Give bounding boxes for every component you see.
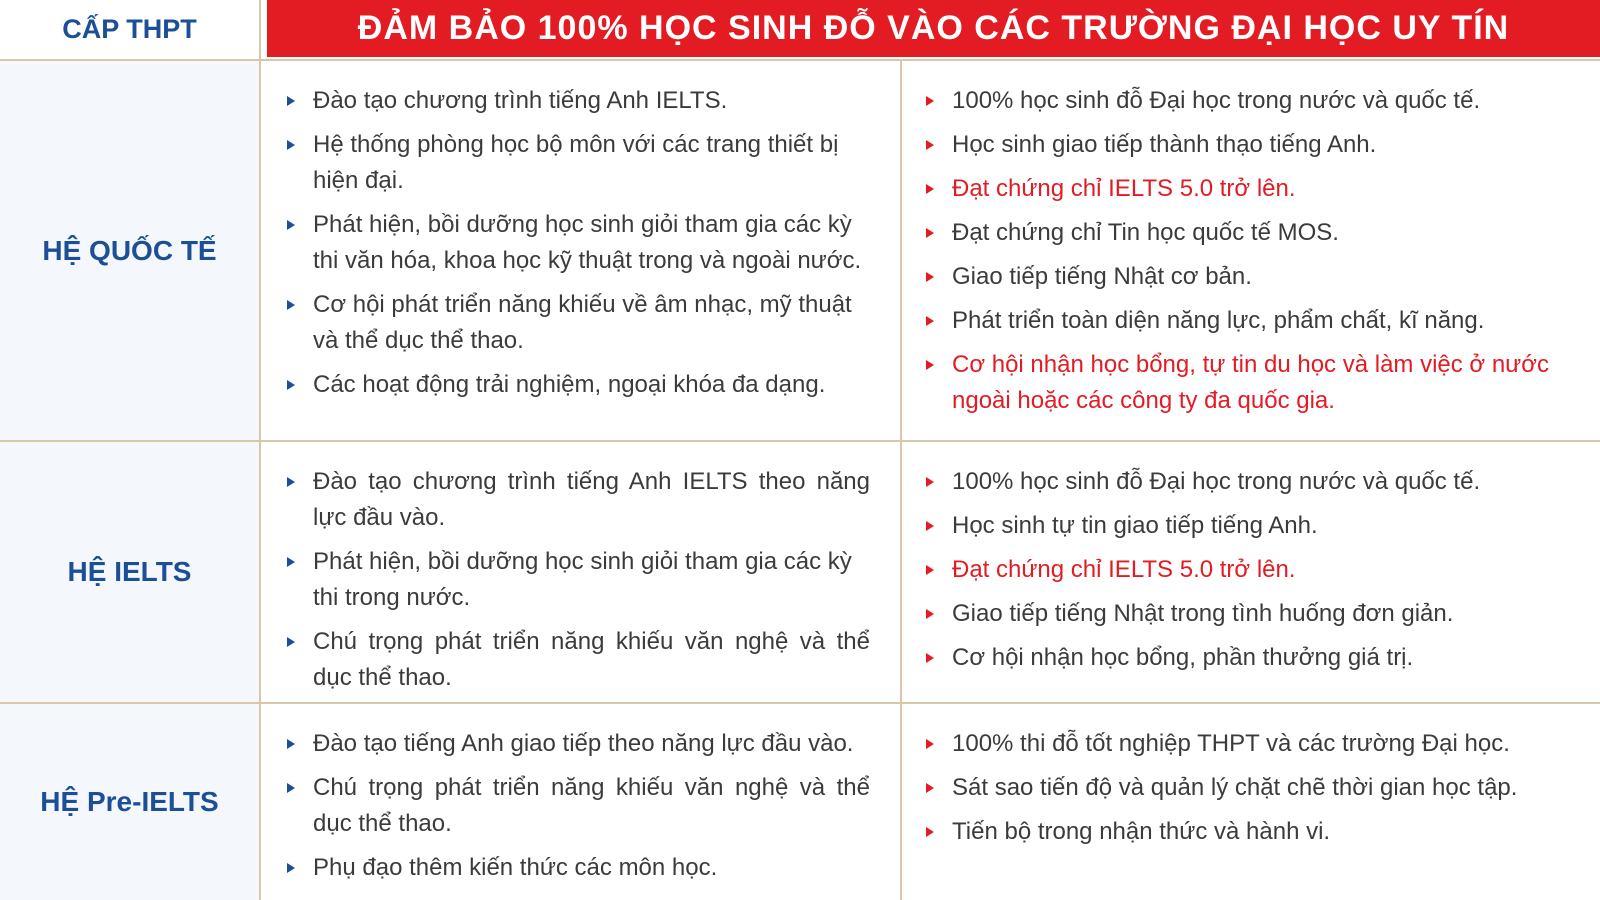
triangle-right-icon (926, 228, 934, 238)
list-item: Sát sao tiến độ và quản lý chặt chẽ thời gian học tập. (924, 770, 1584, 806)
triangle-right-icon (926, 783, 934, 793)
triangle-right-icon (926, 360, 934, 370)
level-label: CẤP THPT (0, 0, 261, 61)
triangle-right-icon (926, 739, 934, 749)
triangle-right-icon (287, 783, 295, 793)
list-item: Đào tạo chương trình tiếng Anh IELTS theo năng lực đầu vào. (285, 464, 870, 536)
list-item: Giao tiếp tiếng Nhật cơ bản. (924, 259, 1584, 295)
list-item: Các hoạt động trải nghiệm, ngoại khóa đa dạng. (285, 367, 870, 403)
list-item: Giao tiếp tiếng Nhật trong tình huống đơn giản. (924, 596, 1584, 632)
list-item: 100% học sinh đỗ Đại học trong nước và quốc tế. (924, 83, 1584, 119)
triangle-right-icon (926, 96, 934, 106)
triangle-right-icon (926, 565, 934, 575)
list-item: Chú trọng phát triển năng khiếu văn nghệ và thể dục thể thao. (285, 624, 870, 696)
list-item: Hệ thống phòng học bộ môn với các trang thiết bị hiện đại. (285, 127, 870, 199)
program-label: HỆ IELTS (0, 442, 261, 704)
triangle-right-icon (926, 653, 934, 663)
triangle-right-icon (926, 521, 934, 531)
banner-cell (261, 0, 1600, 61)
program-label: HỆ QUỐC TẾ (0, 61, 261, 442)
triangle-right-icon (926, 272, 934, 282)
list-item: Phụ đạo thêm kiến thức các môn học. (285, 850, 870, 886)
list-item: Chú trọng phát triển năng khiếu văn nghệ và thể dục thể thao. (285, 770, 870, 842)
list-item: Đào tạo tiếng Anh giao tiếp theo năng lực đầu vào. (285, 726, 870, 762)
list-item: Đào tạo chương trình tiếng Anh IELTS. (285, 83, 870, 119)
triangle-right-icon (926, 184, 934, 194)
triangle-right-icon (287, 863, 295, 873)
list-item: Phát hiện, bồi dưỡng học sinh giỏi tham gia các kỳ thi văn hóa, khoa học kỹ thuật trong và ngoài nước. (285, 207, 870, 279)
triangle-right-icon (926, 477, 934, 487)
triangle-right-icon (287, 96, 295, 106)
list-item: Học sinh giao tiếp thành thạo tiếng Anh. (924, 127, 1584, 163)
highlight-item: Đạt chứng chỉ IELTS 5.0 trở lên. (924, 552, 1584, 588)
list-item: Cơ hội nhận học bổng, phần thưởng giá trị. (924, 640, 1584, 676)
triangle-right-icon (926, 140, 934, 150)
program-features (261, 704, 902, 900)
list-item: Phát hiện, bồi dưỡng học sinh giỏi tham gia các kỳ thi trong nước. (285, 544, 870, 616)
triangle-right-icon (926, 316, 934, 326)
triangle-right-icon (287, 220, 295, 230)
program-outcomes (902, 61, 1600, 442)
list-item: Tiến bộ trong nhận thức và hành vi. (924, 814, 1584, 850)
program-outcomes (902, 704, 1600, 900)
list-item: Học sinh tự tin giao tiếp tiếng Anh. (924, 508, 1584, 544)
highlight-item: Đạt chứng chỉ IELTS 5.0 trở lên. (924, 171, 1584, 207)
triangle-right-icon (926, 827, 934, 837)
triangle-right-icon (287, 300, 295, 310)
list-item: Phát triển toàn diện năng lực, phẩm chất, kĩ năng. (924, 303, 1584, 339)
program-outcomes (902, 442, 1600, 704)
triangle-right-icon (287, 477, 295, 487)
program-features (261, 61, 902, 442)
triangle-right-icon (926, 609, 934, 619)
triangle-right-icon (287, 637, 295, 647)
list-item: Cơ hội phát triển năng khiếu về âm nhạc, mỹ thuật và thể dục thể thao. (285, 287, 870, 359)
triangle-right-icon (287, 140, 295, 150)
list-item: 100% học sinh đỗ Đại học trong nước và quốc tế. (924, 464, 1584, 500)
list-item: Đạt chứng chỉ Tin học quốc tế MOS. (924, 215, 1584, 251)
triangle-right-icon (287, 380, 295, 390)
triangle-right-icon (287, 557, 295, 567)
list-item: 100% thi đỗ tốt nghiệp THPT và các trường Đại học. (924, 726, 1584, 762)
program-features (261, 442, 902, 704)
highlight-item: Cơ hội nhận học bổng, tự tin du học và làm việc ở nước ngoài hoặc các công ty đa quốc gia. (924, 347, 1584, 419)
guarantee-banner: ĐẢM BẢO 100% HỌC SINH ĐỖ VÀO CÁC TRƯỜNG ĐẠI HỌC UY TÍN (267, 0, 1600, 57)
triangle-right-icon (287, 739, 295, 749)
program-label: HỆ Pre-IELTS (0, 704, 261, 900)
